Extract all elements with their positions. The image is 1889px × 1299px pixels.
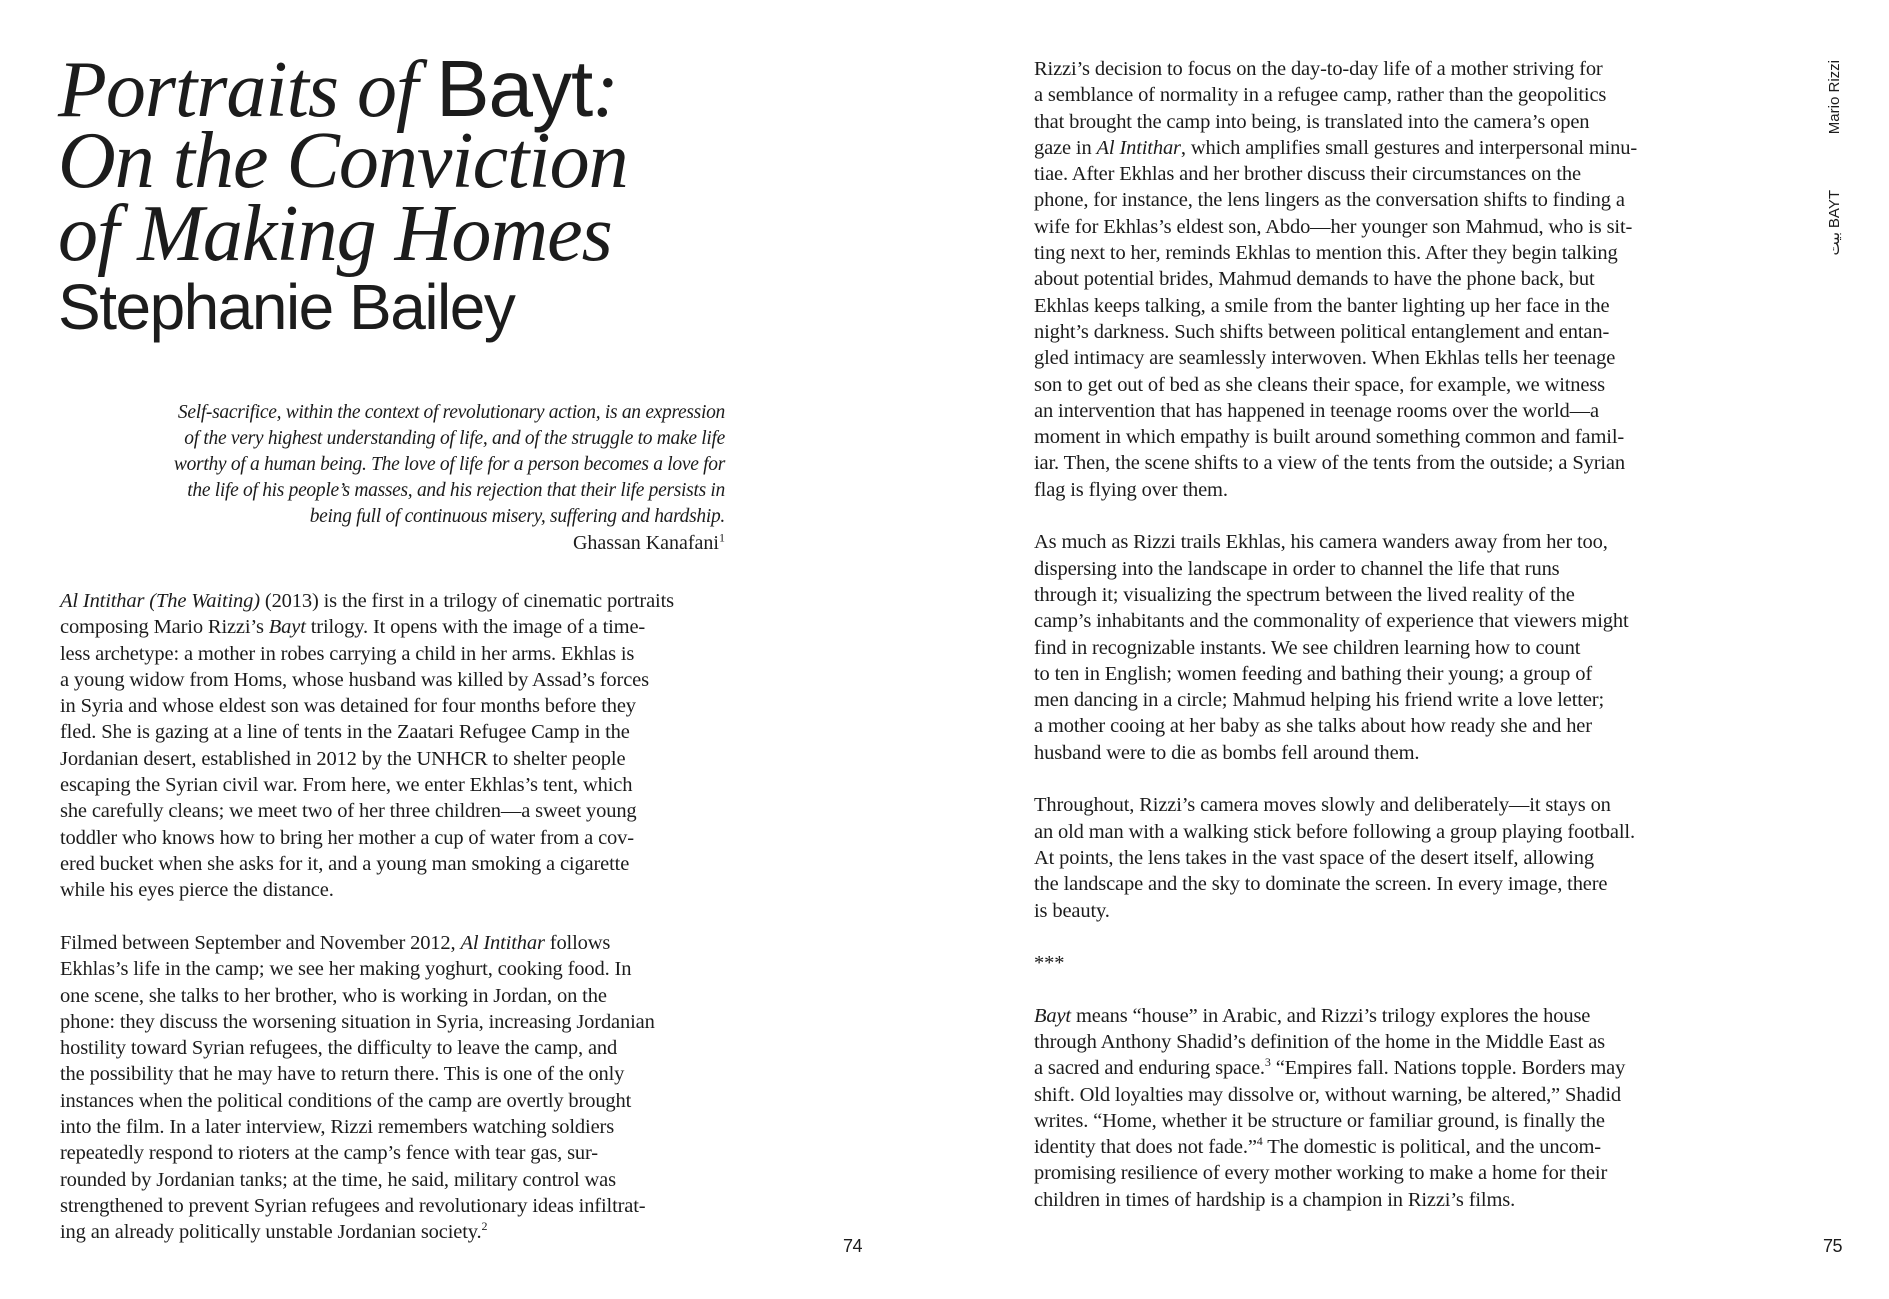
body-text: son to get out of bed as she cleans their space, for example, we witness	[1034, 373, 1605, 396]
text-line	[60, 746, 730, 772]
body-text: to ten in English; women feeding and bathing their young; a group of	[1034, 662, 1592, 685]
epigraph	[140, 400, 725, 556]
body-text: gaze in	[1034, 136, 1097, 159]
body-text: she carefully cleans; we meet two of her three children—a sweet young	[60, 800, 637, 823]
text-line	[1034, 529, 1704, 555]
body-text: fled. She is gazing at a line of tents in the Zaatari Refugee Camp in the	[60, 721, 630, 744]
text-line	[60, 877, 730, 903]
text-line	[1034, 1082, 1704, 1108]
text-line	[60, 667, 730, 693]
text-line	[1034, 187, 1704, 213]
body-text: a sacred and enduring space.	[1034, 1057, 1265, 1080]
title-bayt: Bayt	[436, 44, 593, 133]
body-text: an intervention that has happened in teenage rooms over the world—a	[1034, 399, 1599, 422]
text-line	[1034, 161, 1704, 187]
body-text: ***	[1034, 952, 1065, 975]
right-paragraph-2	[1034, 529, 1704, 766]
body-text: a young widow from Homs, whose husband was killed by Assad’s forces	[60, 668, 649, 691]
text-line	[1034, 871, 1704, 897]
body-text: through it; visualizing the spectrum between the lived reality of the	[1034, 583, 1575, 606]
epigraph-line: being full of continuous misery, suffering and hardship.	[309, 506, 725, 527]
title-colon: :	[592, 46, 618, 134]
epigraph-line: the life of his people’s masses, and his rejection that their life persists in	[187, 480, 725, 501]
text-line	[1034, 713, 1704, 739]
body-text: while his eyes pierce the distance.	[60, 879, 334, 902]
text-line	[1034, 450, 1704, 476]
text-line	[60, 1193, 730, 1219]
body-text: men dancing in a circle; Mahmud helping his friend write a love letter;	[1034, 689, 1604, 712]
body-text: trilogy. It opens with the image of a time-	[305, 616, 646, 639]
text-line	[1034, 950, 1704, 976]
paragraph-gap	[1034, 766, 1704, 792]
left-paragraph-2	[60, 930, 730, 1246]
title-line-3: of Making Homes	[58, 190, 612, 278]
page-number-left: 74	[843, 1236, 863, 1256]
body-text: phone: they discuss the worsening situation in Syria, increasing Jordanian	[60, 1010, 655, 1033]
body-text: is beauty.	[1034, 899, 1110, 922]
body-text: identity that does not fade.”	[1034, 1136, 1257, 1159]
article-title	[58, 44, 758, 344]
body-text: , which amplifies small gestures and interpersonal minu-	[1180, 136, 1638, 159]
left-paragraph-1	[60, 588, 730, 904]
text-line	[60, 1035, 730, 1061]
running-head-project: BAYT	[1826, 190, 1843, 229]
text-line	[60, 641, 730, 667]
text-line	[1034, 740, 1704, 766]
text-line	[1034, 82, 1704, 108]
text-line	[1034, 1160, 1704, 1186]
text-line	[1034, 345, 1704, 371]
text-line	[1034, 661, 1704, 687]
running-head	[1826, 60, 1850, 270]
text-line	[1034, 109, 1704, 135]
italic-text: Al Intithar (The Waiting)	[60, 590, 260, 612]
text-line	[60, 983, 730, 1009]
body-text: ing an already politically unstable Jordanian society.	[60, 1221, 482, 1244]
text-line	[1034, 687, 1704, 713]
italic-text: Al Intithar	[1096, 136, 1181, 159]
text-line	[1034, 792, 1704, 818]
body-text: dispersing into the landscape in order to channel the life that runs	[1034, 557, 1560, 580]
footnote-ref[interactable]: 3	[1264, 1055, 1271, 1070]
body-text: instances when the political conditions of the camp are overtly brought	[60, 1089, 632, 1112]
running-head-project-arabic: بيت	[1826, 232, 1843, 256]
body-text: an old man with a walking stick before following a group playing football.	[1034, 820, 1635, 843]
paragraph-gap	[1034, 924, 1704, 950]
text-line	[1034, 240, 1704, 266]
paragraph-gap	[1034, 503, 1704, 529]
text-line	[60, 719, 730, 745]
footnote-ref[interactable]: 2	[481, 1219, 488, 1234]
paragraph-gap	[1034, 976, 1704, 1002]
body-text: As much as Rizzi trails Ekhlas, his camera wanders away from her too,	[1034, 531, 1608, 554]
text-line	[1034, 556, 1704, 582]
text-line	[1034, 424, 1704, 450]
right-paragraph-1	[1034, 56, 1704, 503]
text-line	[60, 825, 730, 851]
body-text: toddler who knows how to bring her mother a cup of water from a cov-	[60, 826, 634, 849]
text-line	[1034, 319, 1704, 345]
body-text: find in recognizable instants. We see children learning how to count	[1034, 636, 1581, 659]
attribution-name: Ghassan Kanafani	[572, 532, 719, 554]
text-line	[60, 1009, 730, 1035]
text-line	[1034, 135, 1704, 161]
text-line	[1034, 582, 1704, 608]
right-column	[1034, 56, 1704, 1213]
text-line	[60, 693, 730, 719]
epigraph-line: worthy of a human being. The love of life for a person becomes a love for	[173, 454, 725, 475]
body-text: strengthened to prevent Syrian refugees and revolutionary ideas infiltrat-	[60, 1194, 646, 1217]
body-text: Ekhlas’s life in the camp; we see her making yoghurt, cooking food. In	[60, 958, 632, 981]
right-paragraph-4	[1034, 1003, 1704, 1213]
body-text: children in times of hardship is a champion in Rizzi’s films.	[1034, 1188, 1516, 1211]
text-line	[60, 1219, 730, 1245]
text-line	[1034, 266, 1704, 292]
body-text: shift. Old loyalties may dissolve or, without warning, be altered,” Shadid	[1034, 1083, 1622, 1106]
body-text: The domestic is political, and the uncom-	[1262, 1136, 1601, 1159]
body-text: the landscape and the sky to dominate the screen. In every image, there	[1034, 873, 1608, 896]
right-paragraph-3	[1034, 792, 1704, 923]
text-line	[60, 1088, 730, 1114]
text-line	[1034, 635, 1704, 661]
body-text: Throughout, Rizzi’s camera moves slowly and deliberately—it stays on	[1034, 794, 1611, 817]
body-text: night’s darkness. Such shifts between political entanglement and entan-	[1034, 320, 1610, 343]
text-line	[1034, 477, 1704, 503]
text-line	[1034, 56, 1704, 82]
italic-text: Bayt	[1034, 1004, 1071, 1027]
body-text: the possibility that he may have to return there. This is one of the only	[60, 1063, 625, 1086]
text-line	[1034, 845, 1704, 871]
body-text: follows	[544, 932, 611, 954]
text-line	[1034, 1108, 1704, 1134]
text-line	[1034, 293, 1704, 319]
italic-text: Bayt	[268, 616, 306, 639]
text-line	[60, 1167, 730, 1193]
text-line	[1034, 1003, 1704, 1029]
epigraph-line: of the very highest understanding of life, and of the struggle to make life	[184, 428, 725, 449]
footnote-ref[interactable]: 4	[1256, 1134, 1263, 1149]
text-line	[60, 851, 730, 877]
body-text: husband were to die as bombs fell around them.	[1034, 741, 1420, 764]
body-text: a mother cooing at her baby as she talks about how ready she and her	[1034, 715, 1592, 738]
body-text: in Syria and whose eldest son was detained for four months before they	[60, 695, 636, 718]
body-text: phone, for instance, the lens lingers as the conversation shifts to finding a	[1034, 189, 1625, 212]
page-number-right: 75	[1823, 1236, 1843, 1256]
body-text: flag is flying over them.	[1034, 478, 1228, 501]
body-text: composing Mario Rizzi’s	[60, 616, 269, 639]
body-text: rounded by Jordanian tanks; at the time, he said, military control was	[60, 1168, 616, 1191]
body-text: one scene, she talks to her brother, who is working in Jordan, on the	[60, 984, 607, 1007]
body-text: ting next to her, reminds Ekhlas to mention this. After they begin talking	[1034, 242, 1618, 265]
body-text: Jordanian desert, established in 2012 by the UNHCR to shelter people	[60, 747, 626, 770]
text-line	[60, 1061, 730, 1087]
body-text: (2013) is the first in a trilogy of cinematic portraits	[259, 590, 674, 612]
section-break	[1034, 950, 1704, 976]
text-line	[60, 1114, 730, 1140]
body-text: escaping the Syrian civil war. From here, we enter Ekhlas’s tent, which	[60, 774, 633, 797]
body-text: At points, the lens takes in the vast space of the desert itself, allowing	[1034, 846, 1594, 869]
text-line	[60, 614, 730, 640]
text-line	[1034, 1134, 1704, 1160]
body-text: less archetype: a mother in robes carrying a child in her arms. Ekhlas is	[60, 642, 635, 665]
body-text: ered bucket when she asks for it, and a young man smoking a cigarette	[60, 852, 630, 875]
epigraph-attribution	[140, 530, 725, 556]
title-portraits-of: Portraits of	[58, 46, 437, 134]
text-line	[1034, 214, 1704, 240]
body-text: that brought the camp into being, is translated into the camera’s open	[1034, 110, 1590, 133]
text-line	[60, 956, 730, 982]
text-line	[1034, 1055, 1704, 1081]
body-text: moment in which empathy is built around something common and famil-	[1034, 426, 1625, 449]
text-line	[1034, 1029, 1704, 1055]
footnote-ref-1[interactable]: 1	[719, 530, 725, 545]
body-text: hostility toward Syrian refugees, the difficulty to leave the camp, and	[60, 1037, 618, 1060]
body-text: gled intimacy are seamlessly interwoven. When Ekhlas tells her teenage	[1034, 347, 1616, 370]
text-line	[1034, 398, 1704, 424]
author-name: Stephanie Bailey	[58, 271, 515, 343]
text-line	[60, 930, 730, 956]
italic-text: Al Intithar	[460, 932, 545, 954]
body-text: Filmed between September and November 2012,	[60, 932, 461, 954]
title-line-1	[58, 44, 758, 134]
text-line	[60, 772, 730, 798]
body-text: “Empires fall. Nations topple. Borders may	[1270, 1057, 1626, 1080]
body-text: Rizzi’s decision to focus on the day-to-day life of a mother striving for	[1034, 58, 1603, 80]
text-line	[1034, 1187, 1704, 1213]
text-line	[60, 1140, 730, 1166]
body-text: a semblance of normality in a refugee camp, rather than the geopolitics	[1034, 84, 1607, 107]
running-head-artist: Mario Rizzi	[1826, 60, 1843, 135]
body-text: tiae. After Ekhlas and her brother discuss their circumstances on the	[1034, 163, 1581, 186]
text-line	[1034, 898, 1704, 924]
body-text: camp’s inhabitants and the commonality of experience that viewers might	[1034, 610, 1629, 633]
body-text: into the film. In a later interview, Rizzi remembers watching soldiers	[60, 1116, 615, 1139]
text-line	[1034, 372, 1704, 398]
text-line	[1034, 608, 1704, 634]
body-text: through Anthony Shadid’s definition of the home in the Middle East as	[1034, 1030, 1605, 1053]
title-line-2: On the Conviction	[58, 117, 628, 205]
text-line	[1034, 819, 1704, 845]
body-text: wife for Ekhlas’s eldest son, Abdo—her younger son Mahmud, who is sit-	[1034, 215, 1633, 238]
body-text: promising resilience of every mother working to make a home for their	[1034, 1162, 1608, 1185]
body-text: about potential brides, Mahmud demands to have the phone back, but	[1034, 268, 1595, 291]
body-text: means “house” in Arabic, and Rizzi’s trilogy explores the house	[1070, 1004, 1591, 1027]
body-text: iar. Then, the scene shifts to a view of the tents from the outside; a Syrian	[1034, 452, 1625, 475]
body-text: repeatedly respond to rioters at the camp’s fence with tear gas, sur-	[60, 1142, 598, 1165]
epigraph-line: Self-sacrifice, within the context of revolutionary action, is an expression	[177, 402, 725, 423]
text-line	[60, 798, 730, 824]
body-text: writes. “Home, whether it be structure or familiar ground, is finally the	[1034, 1109, 1605, 1132]
text-line	[60, 588, 730, 614]
body-text: Ekhlas keeps talking, a smile from the banter lighting up her face in the	[1034, 294, 1610, 317]
